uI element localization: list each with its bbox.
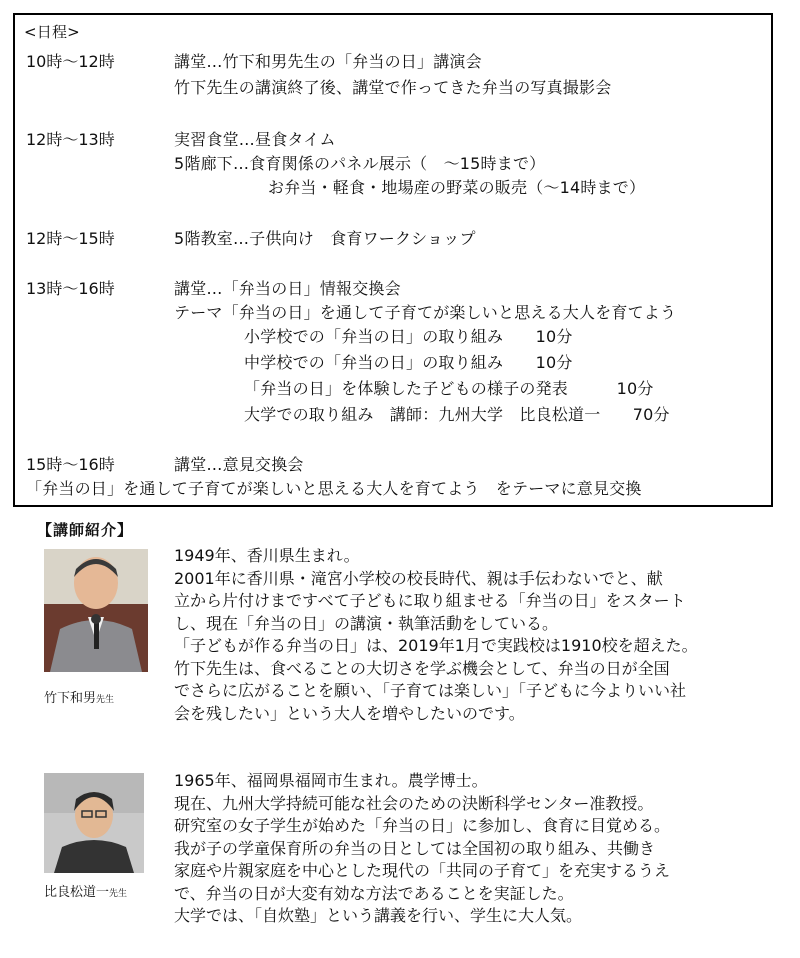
bio-line: 研究室の女子学生が始めた「弁当の日」に参加し、食育に目覚める。 <box>174 816 671 835</box>
schedule-line: 小学校での「弁当の日」の取り組み 10分 <box>244 327 573 346</box>
schedule-label: <日程> <box>24 23 80 41</box>
schedule-line: 大学での取り組み 講師：九州大学 比良松道一 70分 <box>244 405 670 424</box>
bio-line: 1949年、香川県生まれ。 <box>174 546 360 565</box>
lecturer-heading: 【講師紹介】 <box>37 521 134 539</box>
schedule-time-1: 10時～12時 <box>26 52 115 71</box>
bio-line: 立から片付けまですべて子どもに取り組ませる「弁当の日」をスタート <box>174 591 686 610</box>
schedule-line: 講堂…竹下和男先生の「弁当の日」講演会 <box>174 52 482 71</box>
hiramatsu-photo <box>44 773 144 873</box>
hiramatsu-name-text: 比良松道一 <box>44 885 110 900</box>
hiramatsu-bio <box>174 770 784 928</box>
bio-line: 1965年、福岡県福岡市生まれ。農学博士。 <box>174 771 488 790</box>
bio-line: 現在、九州大学持続可能な社会のための決断科学センター准教授。 <box>174 793 654 813</box>
hiramatsu-title: 先生 <box>109 889 128 899</box>
bio-line: し、現在「弁当の日」の講演・執筆活動をしている。 <box>174 613 559 633</box>
bio-line: 大学では、「自炊塾」という講義を行い、学生に大人気。 <box>174 906 583 925</box>
bio-line: 我が子の学童保育所の弁当の日としては全国初の取り組み、共働き <box>174 838 655 858</box>
schedule-line: 中学校での「弁当の日」の取り組み 10分 <box>244 353 573 372</box>
schedule-line: 「弁当の日」を通して子育てが楽しいと思える大人を育てよう をテーマに意見交換 <box>26 479 642 498</box>
schedule-time-3: 12時～15時 <box>26 229 115 248</box>
bio-line: 2001年に香川県・滝宮小学校の校長時代、親は手伝わないでと、献 <box>174 568 663 588</box>
schedule-line: 「弁当の日」を体験した子どもの様子の発表 10分 <box>244 379 654 398</box>
schedule-line: 講堂…意見交換会 <box>174 455 304 474</box>
schedule-time-5: 15時～16時 <box>26 455 115 474</box>
bio-line: 竹下先生は、食べることの大切さを学ぶ機会として、弁当の日が全国 <box>174 658 670 678</box>
schedule-line: 竹下先生の講演終了後、講堂で作ってきた弁当の写真撮影会 <box>174 78 612 97</box>
bio-line: 家庭や片親家庭を中心とした現代の「共同の子育て」を充実するうえ <box>174 861 671 880</box>
takeshita-title: 先生 <box>96 695 115 705</box>
takeshita-name <box>44 687 114 706</box>
schedule-time-2: 12時～13時 <box>26 130 115 149</box>
schedule-line: 5階廊下…食育関係のパネル展示（ ～15時まで） <box>174 154 546 173</box>
bio-line: で、弁当の日が大変有効な方法であることを実証した。 <box>174 883 574 903</box>
schedule-line: テーマ「弁当の日」を通して子育てが楽しいと思える大人を育てよう <box>174 303 677 322</box>
schedule-line: お弁当・軽食・地場産の野菜の販売（～14時まで） <box>268 178 646 197</box>
takeshita-name-text: 竹下和男 <box>44 691 97 706</box>
bio-line: でさらに広がることを願い、「子育ては楽しい」「子どもに今よりいい社 <box>174 681 687 700</box>
schedule-time-4: 13時～16時 <box>26 279 115 298</box>
hiramatsu-name <box>44 881 127 900</box>
takeshita-photo <box>44 549 148 672</box>
takeshita-bio <box>174 545 784 725</box>
schedule-line: 5階教室…子供向け 食育ワークショップ <box>174 229 476 248</box>
schedule-line: 講堂…「弁当の日」情報交換会 <box>174 279 401 298</box>
bio-line: 会を残したい」という大人を増やしたいのです。 <box>174 703 525 723</box>
bio-line: 「子どもが作る弁当の日」は、2019年1月で実践校は1910校を超えた。 <box>174 636 698 655</box>
schedule-line: 実習食堂…昼食タイム <box>174 130 336 149</box>
